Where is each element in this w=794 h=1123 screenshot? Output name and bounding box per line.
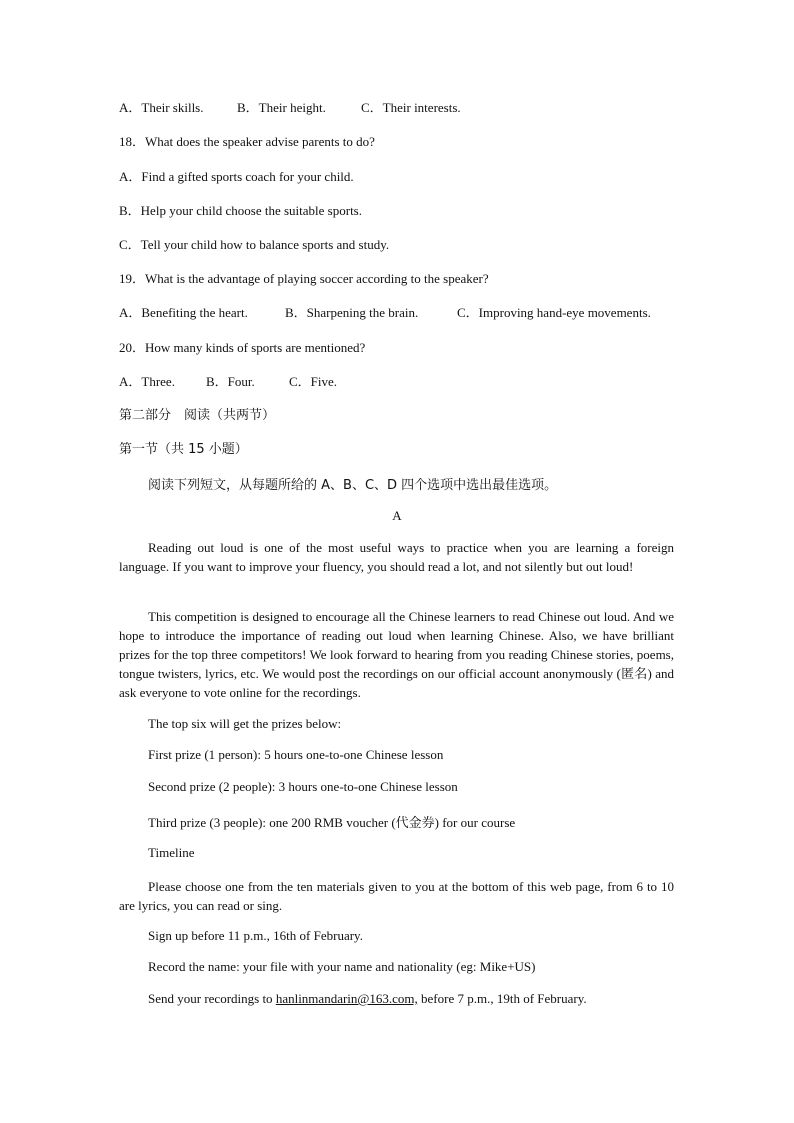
q17-option-a: A．Their skills. [119,100,204,115]
send-line [148,991,587,1007]
second-prize: Second prize (2 people): 3 hours one-to-one Chinese lesson [148,779,458,794]
paragraph-1 [119,538,674,576]
q18-option-a: A．Find a gifted sports coach for your child. [119,169,354,184]
email-link[interactable]: hanlinmandarin@163.com, [275,991,418,1006]
q17-options [119,97,461,116]
record-name-line: Record the name: your file with your name and nationality (eg: Mike+US) [148,959,536,974]
timeline-paragraph [119,877,674,915]
part2-title: 第二部分 阅读（共两节） [119,408,276,423]
q17-option-b: B．Their height. [237,100,326,115]
q20-option-a: A．Three. [119,374,175,389]
instruction: 阅读下列短文，从每题所给的 A、B、C、D 四个选项中选出最佳选项。 [148,478,558,493]
signup-line: Sign up before 11 p.m., 16th of February. [148,928,363,943]
q20-option-b: B．Four. [206,374,255,389]
q20-question: 20．How many kinds of sports are mentioned? [119,340,366,355]
q18-question: 18．What does the speaker advise parents to do? [119,134,375,149]
q19-question: 19．What is the advantage of playing soccer according to the speaker? [119,271,489,286]
q17-option-c: C．Their interests. [361,100,461,115]
paragraph-2 [119,607,674,702]
paragraph-2-text: This competition is designed to encourage all the Chinese learners to read Chinese out loud. And we hope to introduce the importance of reading out loud when learning Chinese. Also, we have brilliant prizes for the top three competitors! We look forward to hearing from you reading Chinese stories, poems, tongue twisters, lyrics, etc. We would post the recordings on our official account anonymously (匿名) and ask everyone to vote online for the recordings. [119,609,674,700]
timeline-paragraph-text: Please choose one from the ten materials given to you at the bottom of this web page, from 6 to 10 are lyrics, you can read or sing. [119,879,674,913]
q18-option-c: C．Tell your child how to balance sports and study. [119,237,390,252]
third-prize: Third prize (3 people): one 200 RMB voucher (代金券) for our course [148,815,516,830]
q19-option-c: C．Improving hand-eye movements. [457,305,651,320]
paragraph-1-text: Reading out loud is one of the most useful ways to practice when you are learning a foreign language. If you want to improve your fluency, you should read a lot, and not silently but out loud! [119,540,674,574]
q19-option-a: A．Benefiting the heart. [119,305,248,320]
send-prefix: Send your recordings to [148,991,276,1006]
top-six-line: The top six will get the prizes below: [148,716,342,731]
section1-title: 第一节（共 15 小题） [119,442,248,457]
timeline-label: Timeline [148,845,195,860]
q18-option-b: B．Help your child choose the suitable sports. [119,203,362,218]
passage-label: A [392,508,402,523]
q19-options [119,302,651,321]
send-suffix: before 7 p.m., 19th of February. [417,991,587,1006]
first-prize: First prize (1 person): 5 hours one-to-one Chinese lesson [148,747,444,762]
q20-option-c: C．Five. [289,374,338,389]
q20-options [119,371,337,390]
q19-option-b: B．Sharpening the brain. [285,305,419,320]
